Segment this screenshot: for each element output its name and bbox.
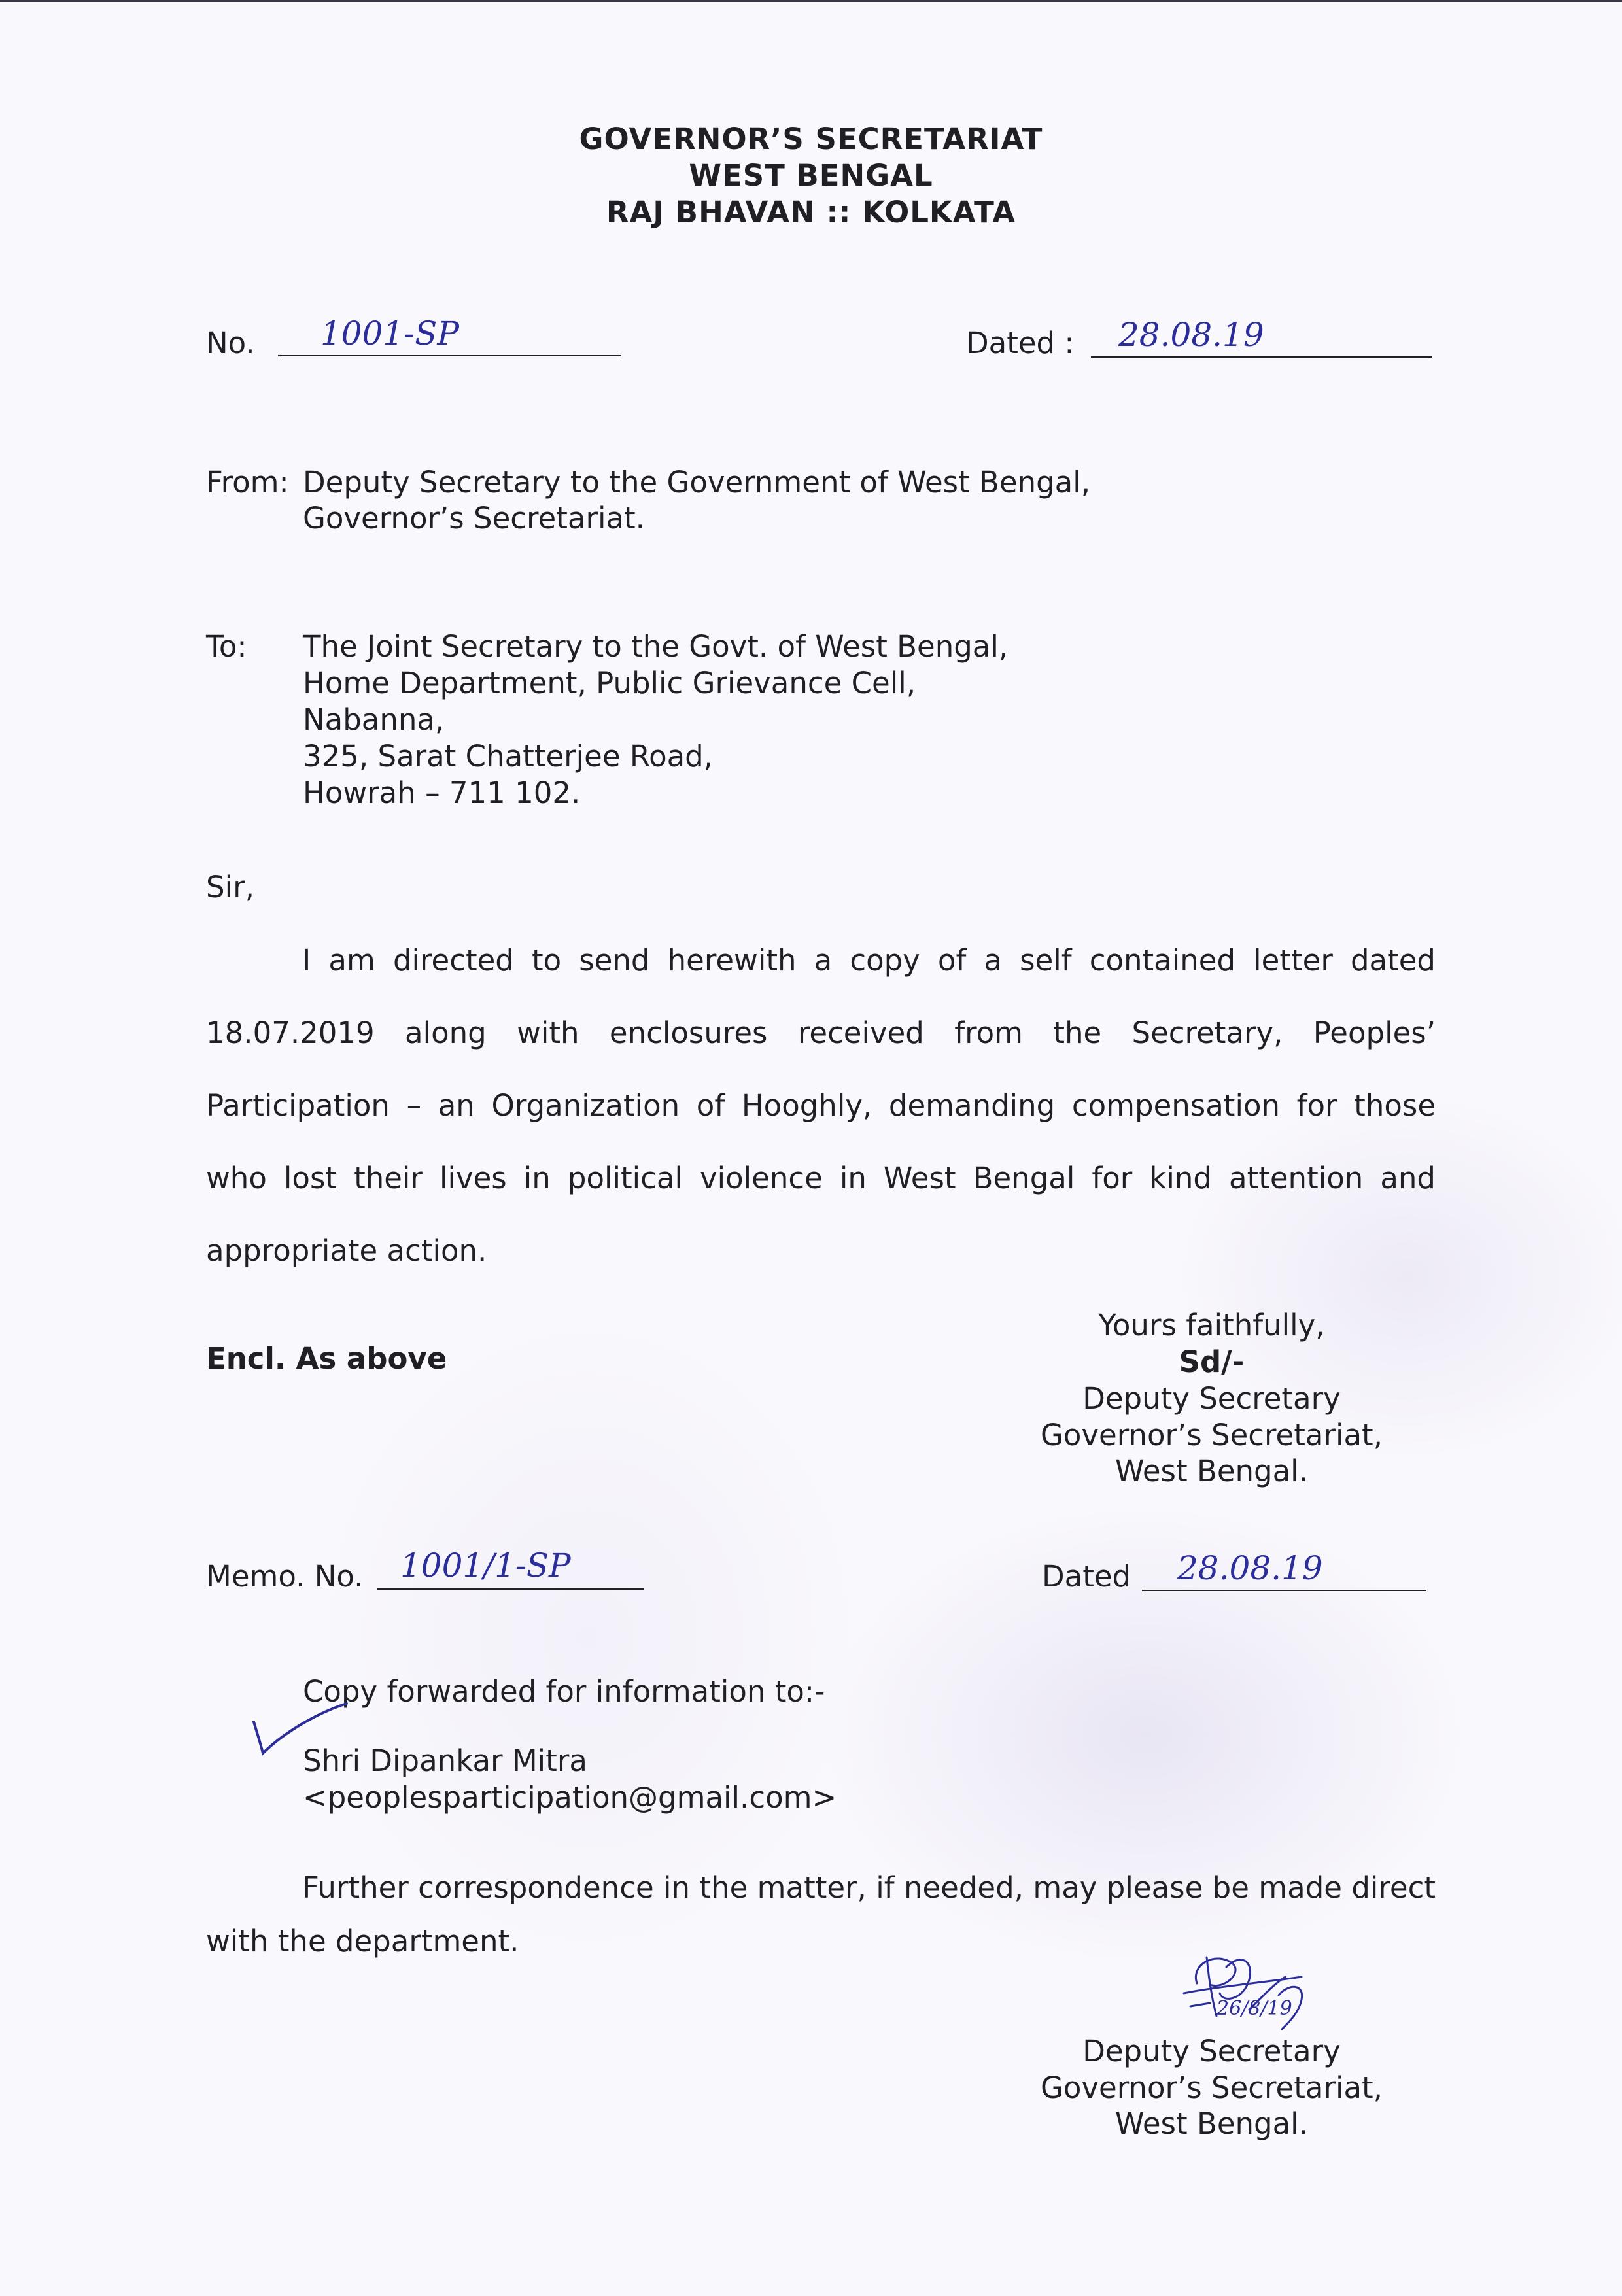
- closing-line-3: West Bengal.: [1115, 1454, 1308, 1488]
- handwritten-signature: [1171, 1938, 1328, 2036]
- ref-dated-handwritten: 28.08.19: [1118, 316, 1264, 354]
- to-line-5: Howrah – 711 102.: [303, 776, 581, 810]
- to-line-1: The Joint Secretary to the Govt. of West Bengal,: [303, 629, 1009, 664]
- signature-line-2: Governor’s Secretariat,: [1041, 2070, 1383, 2105]
- from-line-2: Governor’s Secretariat.: [303, 501, 645, 536]
- copy-heading: Copy forwarded for information to:-: [303, 1674, 825, 1709]
- letterhead-line-2: WEST BENGAL: [689, 158, 933, 193]
- ref-no-label: No.: [206, 326, 255, 360]
- enclosure-note: Encl. As above: [206, 1341, 447, 1376]
- memo-no-label: Memo. No.: [206, 1559, 364, 1594]
- from-line-1: Deputy Secretary to the Government of West Bengal,: [303, 465, 1091, 500]
- ref-dated-label: Dated :: [966, 326, 1075, 360]
- copy-recipient-email[interactable]: <peoplesparticipation@gmail.com>: [303, 1780, 837, 1815]
- closing-line-1: Deputy Secretary: [1082, 1381, 1341, 1416]
- closing-line-2: Governor’s Secretariat,: [1041, 1418, 1383, 1452]
- letterhead-line-3: RAJ BHAVAN :: KOLKATA: [606, 195, 1016, 230]
- memo-dated-label: Dated: [1042, 1559, 1131, 1594]
- signature-line-1: Deputy Secretary: [1082, 2034, 1341, 2068]
- salutation: Sir,: [206, 870, 254, 904]
- closing-yours: Yours faithfully,: [1098, 1308, 1325, 1343]
- closing-sd: Sd/-: [1179, 1345, 1245, 1379]
- letterhead-line-1: GOVERNOR’S SECRETARIAT: [579, 122, 1043, 156]
- body-paragraph: I am directed to send herewith a copy of a self contained letter dated 18.07.2019 along with enclosures received from the Secretary, Peoples’ Participation – an Organization of Hooghly, demanding compensation for those who lost their lives in political violence in West Bengal for kind attention and appropriate action.: [206, 943, 1436, 1268]
- signature-line-3: West Bengal.: [1115, 2106, 1308, 2141]
- further-paragraph: Further correspondence in the matter, if needed, may please be made direct with the department.: [206, 1870, 1436, 1959]
- memo-no-underline: [377, 1588, 644, 1590]
- ref-dated-underline: [1091, 356, 1432, 358]
- from-label: From:: [206, 465, 289, 500]
- to-line-2: Home Department, Public Grievance Cell,: [303, 666, 916, 700]
- svg-text:26/8/19: 26/8/19: [1216, 1997, 1292, 2020]
- to-line-4: 325, Sarat Chatterjee Road,: [303, 739, 714, 774]
- to-label: To:: [206, 629, 247, 664]
- ref-no-underline: [278, 355, 621, 356]
- copy-recipient-name: Shri Dipankar Mitra: [303, 1743, 587, 1778]
- memo-dated-underline: [1142, 1590, 1426, 1591]
- ref-no-handwritten: 1001-SP: [320, 315, 460, 352]
- memo-no-handwritten: 1001/1-SP: [400, 1547, 571, 1585]
- to-line-3: Nabanna,: [303, 702, 445, 737]
- memo-dated-handwritten: 28.08.19: [1177, 1549, 1323, 1587]
